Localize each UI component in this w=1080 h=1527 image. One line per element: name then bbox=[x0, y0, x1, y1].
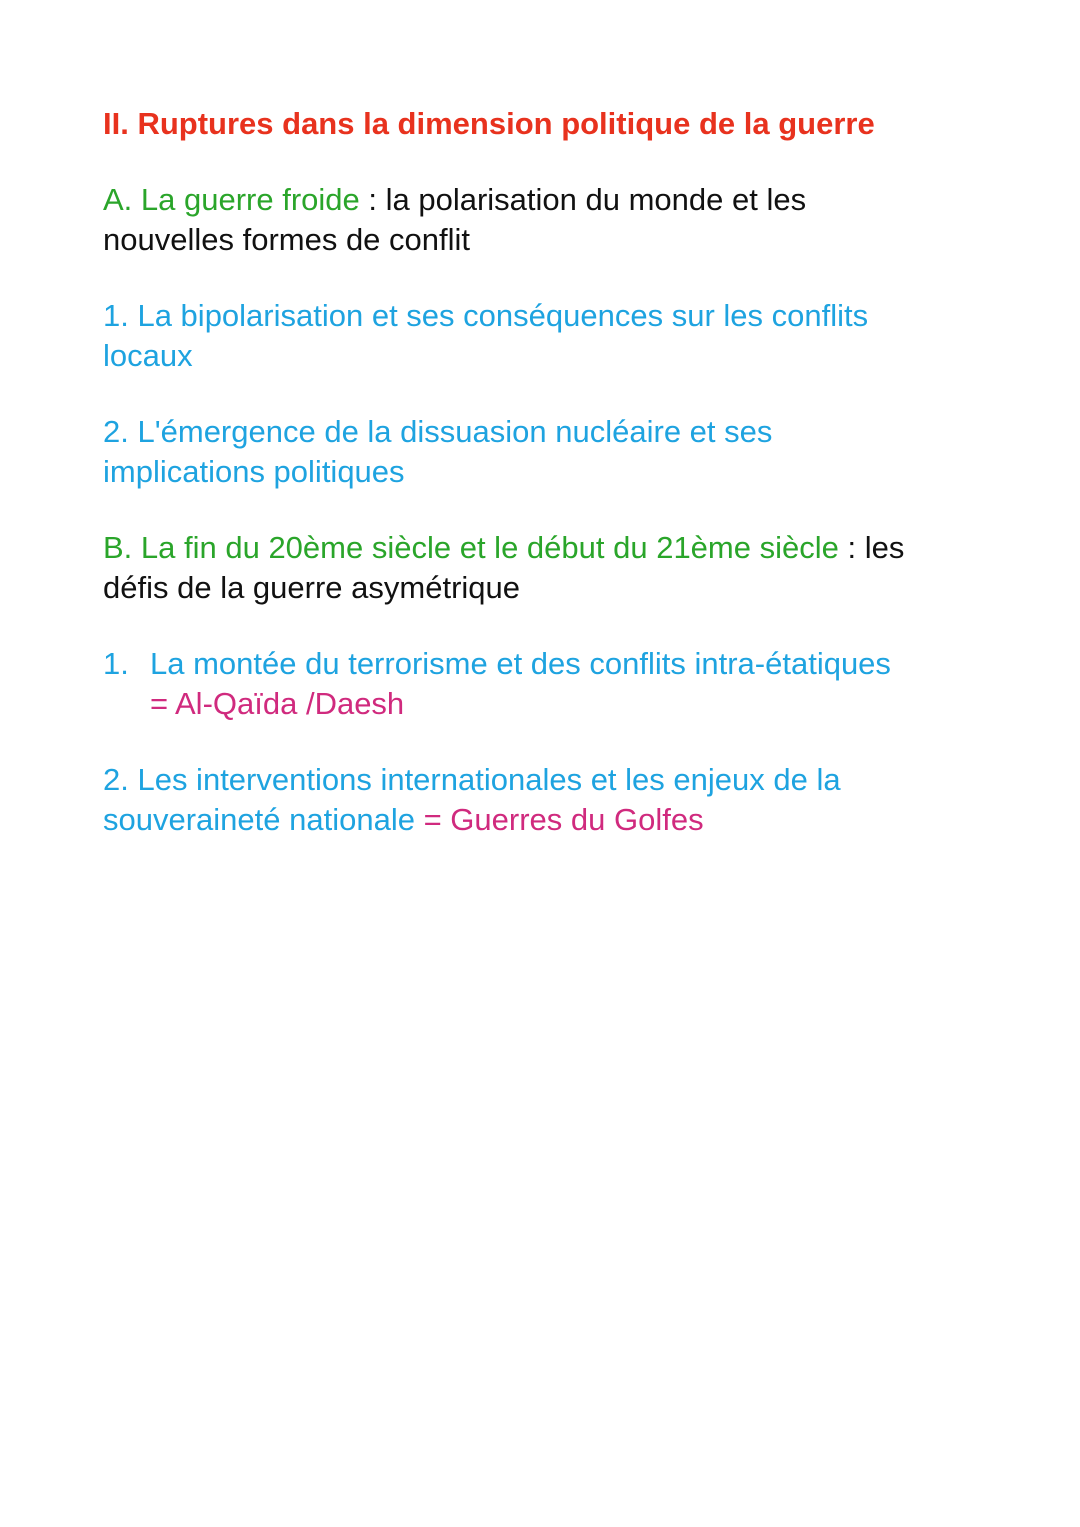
point-a1 bbox=[103, 296, 1003, 376]
section-a-heading: A. La guerre froide bbox=[103, 182, 360, 217]
point-b1 bbox=[103, 644, 1003, 724]
section-a-separator: : bbox=[359, 182, 386, 217]
point-b2-line2: souveraineté nationale bbox=[103, 802, 424, 837]
document-page bbox=[103, 104, 1003, 876]
point-a2-line1: 2. L'émergence de la dissuasion nucléaire et ses bbox=[103, 414, 773, 449]
point-a1-line2: locaux bbox=[103, 338, 193, 373]
section-b-separator: : bbox=[838, 530, 865, 565]
point-b1-example: = Al-Qaïda /Daesh bbox=[150, 686, 405, 721]
section-title: II. Ruptures dans la dimension politique de la guerre bbox=[103, 106, 875, 141]
point-b1-number: 1. bbox=[103, 646, 129, 681]
section-a-description-cont: nouvelles formes de conflit bbox=[103, 222, 471, 257]
point-b2-line1: 2. Les interventions internationales et les enjeux de la bbox=[103, 762, 841, 797]
section-b bbox=[103, 528, 1003, 608]
point-a2-line2: implications politiques bbox=[103, 454, 405, 489]
point-a1-line1: 1. La bipolarisation et ses conséquences sur les conflits bbox=[103, 298, 869, 333]
point-b1-line1: La montée du terrorisme et des conflits intra-étatiques bbox=[150, 646, 891, 681]
section-b-description: les bbox=[864, 530, 905, 565]
point-b2 bbox=[103, 760, 1003, 840]
point-a2 bbox=[103, 412, 1003, 492]
section-b-heading: B. La fin du 20ème siècle et le début du 21ème siècle bbox=[103, 530, 839, 565]
section-a-description: la polarisation du monde et les bbox=[385, 182, 807, 217]
point-b2-example: = Guerres du Golfes bbox=[423, 802, 704, 837]
section-a bbox=[103, 180, 1003, 260]
section-b-description-cont: défis de la guerre asymétrique bbox=[103, 570, 521, 605]
